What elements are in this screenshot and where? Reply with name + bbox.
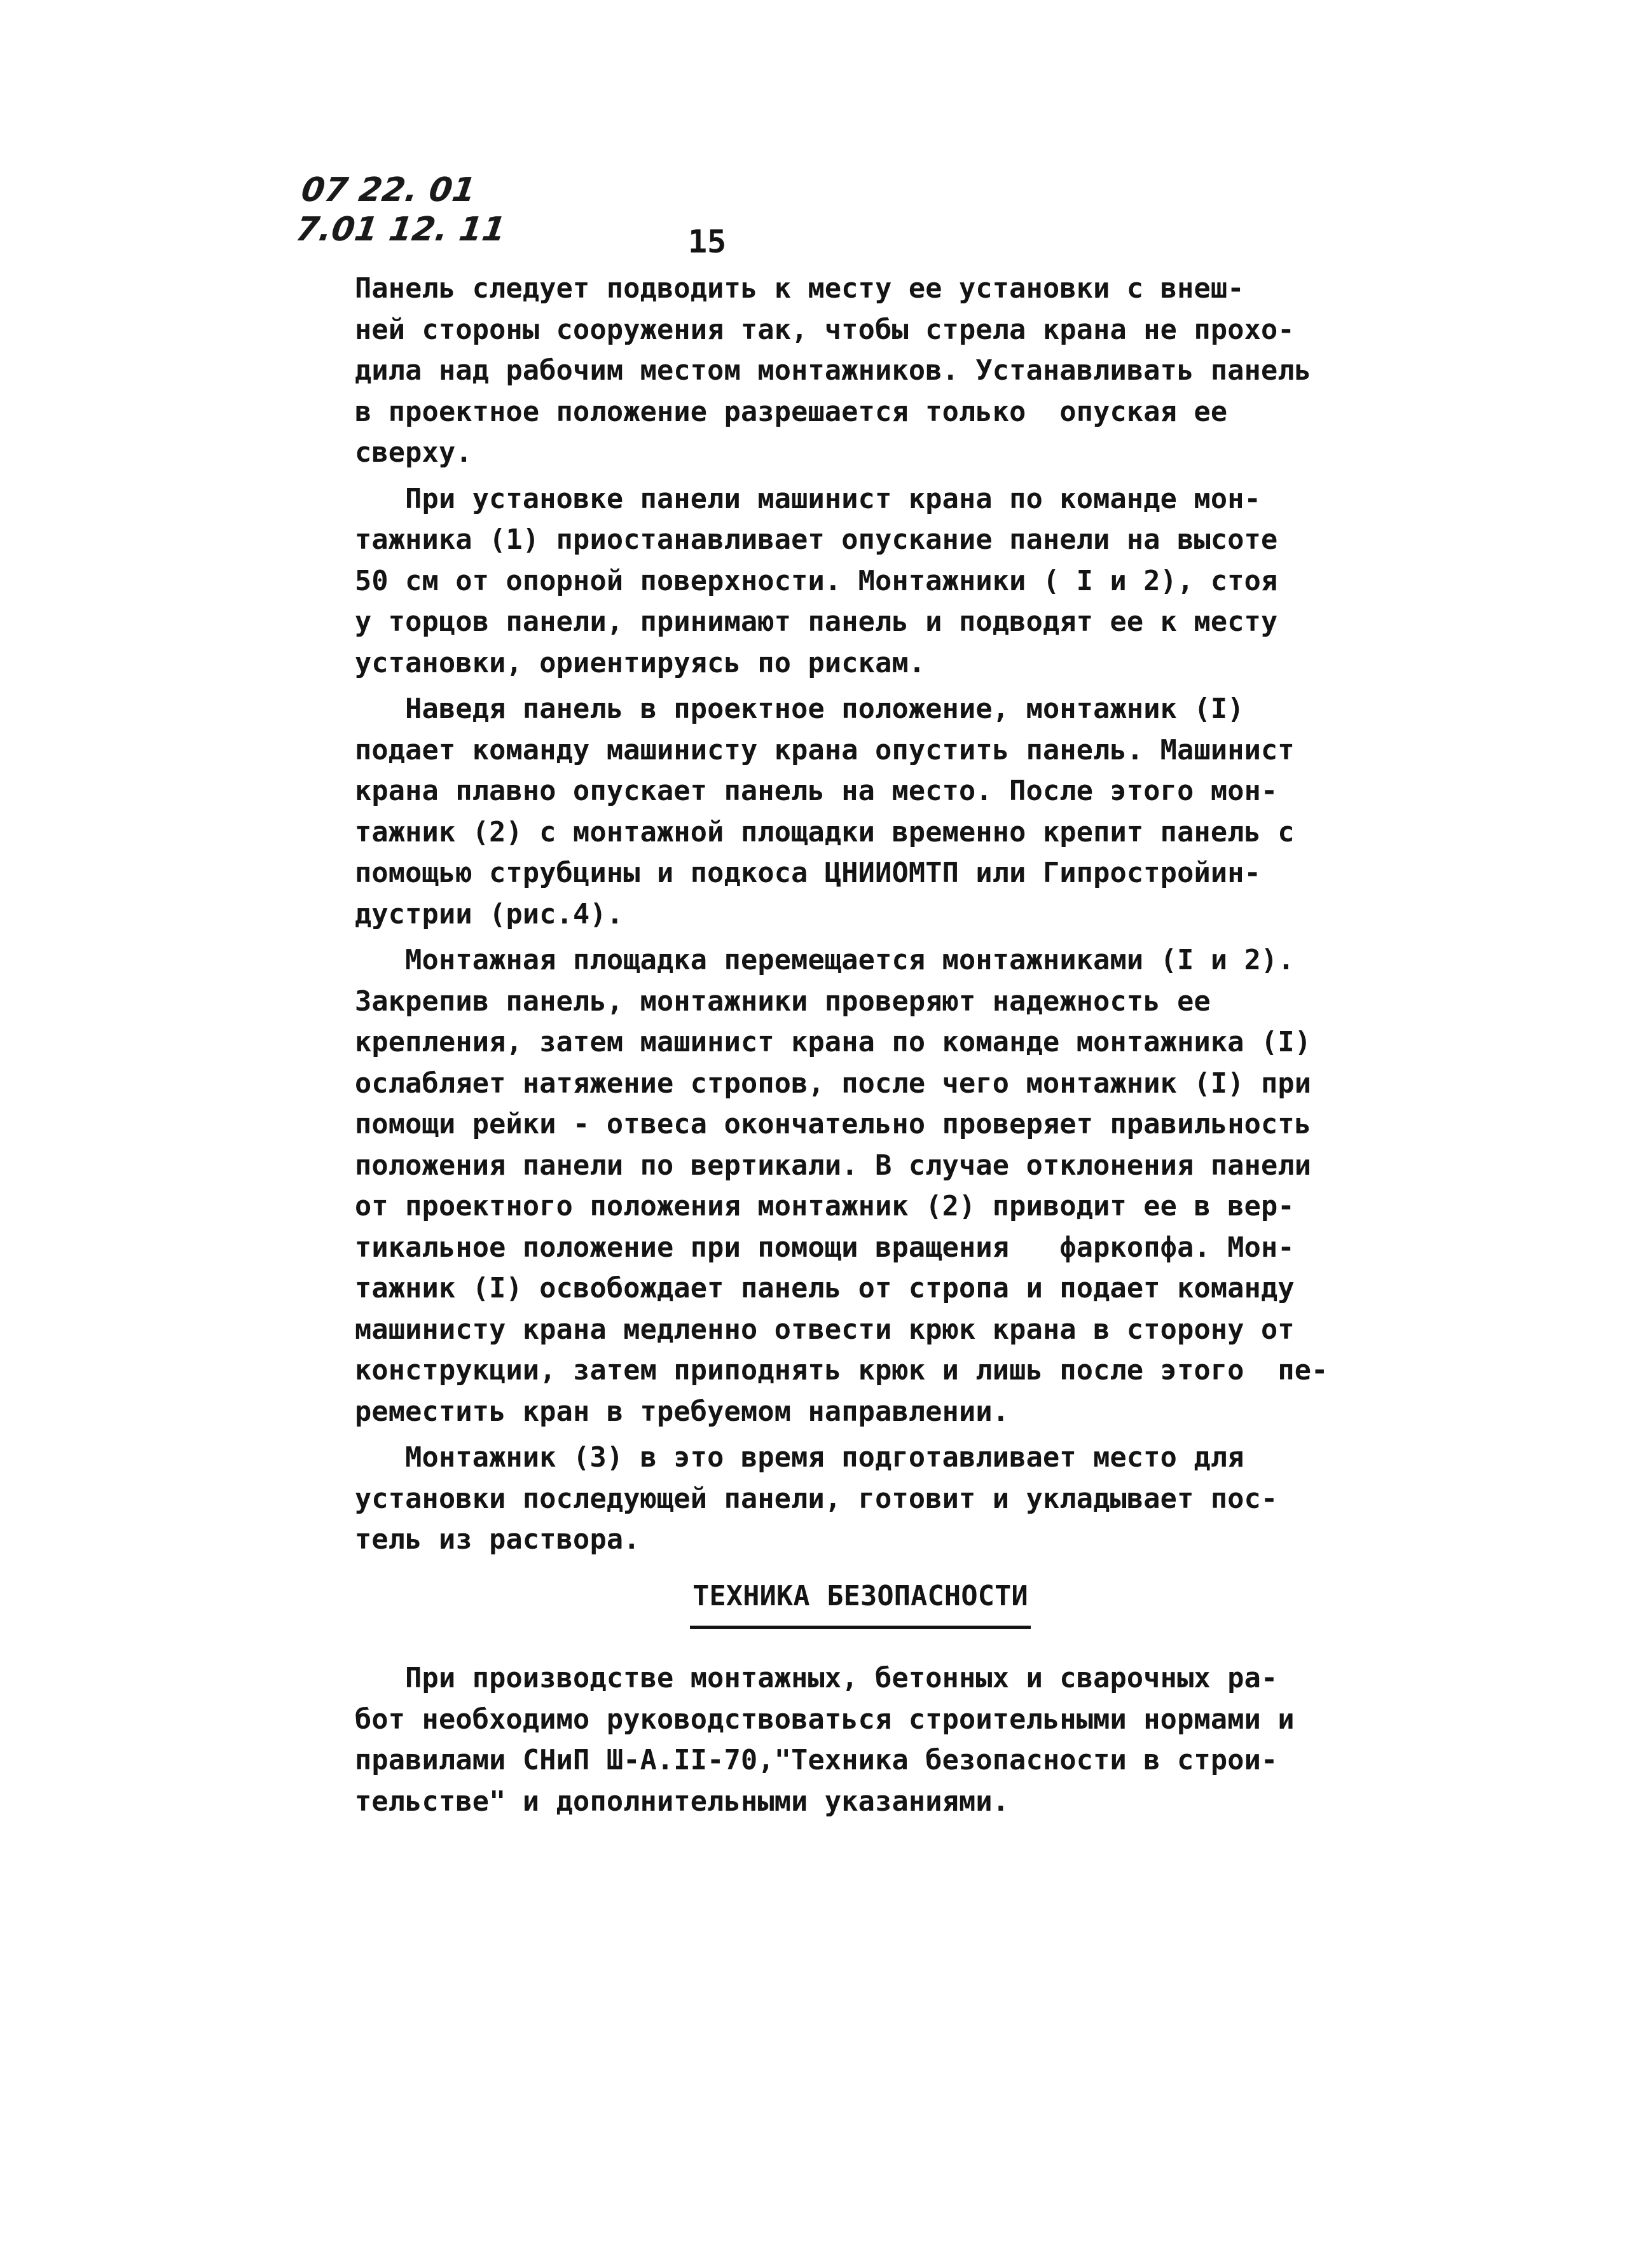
text-line: тажник (I) освобождает панель от стропа и подает команду <box>355 1273 1295 1304</box>
text-line: помощи рейки - отвеса окончательно проверяет правильность <box>355 1109 1312 1140</box>
text-line: тажник (2) с монтажной площадки временно крепит панель с <box>355 816 1295 848</box>
handwritten-code-1: 07 22. 01 <box>299 171 478 209</box>
section-title-safety <box>355 1576 1347 1629</box>
text-line: тикальное положение при помощи вращения фаркопфа. Мон- <box>355 1231 1295 1264</box>
text-line: При производстве монтажных, бетонных и сварочных ра- <box>355 1663 1278 1694</box>
text-line: у торцов панели, принимают панель и подводят ее к месту <box>355 606 1278 638</box>
paragraph-panel-installation <box>355 479 1347 684</box>
paragraph-safety-rules <box>355 1658 1347 1822</box>
text-line: Закрепив панель, монтажники проверяют надежность ее <box>355 985 1211 1018</box>
page-number: 15 <box>688 223 727 260</box>
text-line: установки, ориентируясь по рискам. <box>355 647 926 679</box>
text-line: крепления, затем машинист крана по команде монтажника (I) <box>355 1027 1312 1058</box>
text-line: крана плавно опускает панель на место. После этого мон- <box>355 775 1278 807</box>
text-line: положения панели по вертикали. В случае отклонения панели <box>355 1149 1312 1182</box>
handwritten-codes <box>293 170 513 249</box>
text-line: тажника (1) приостанавливает опускание панели на высоте <box>355 524 1278 556</box>
text-line: подает команду машинисту крана опустить панель. Машинист <box>355 734 1295 766</box>
text-line: правилами СНиП Ш-А.II-70,"Техника безопасности в строи- <box>355 1745 1278 1776</box>
paragraph-panel-approach <box>355 268 1347 474</box>
text-line: тель из раствора. <box>355 1524 640 1556</box>
paragraph-next-panel-prep <box>355 1437 1347 1561</box>
text-line: Монтажник (3) в это время подготавливает место для <box>355 1442 1244 1474</box>
text-line: 50 см от опорной поверхности. Монтажники ( I и 2), стоя <box>355 565 1278 597</box>
text-line: Монтажная площадка перемещается монтажниками (I и 2). <box>355 944 1295 976</box>
section-title-text: ТЕХНИКА БЕЗОПАСНОСТИ <box>690 1576 1031 1629</box>
document-body <box>355 268 1347 1822</box>
text-line: в проектное положение разрешается только опуская ее <box>355 396 1228 428</box>
paragraph-platform-and-alignment <box>355 940 1347 1432</box>
text-line: бот необходимо руководствоваться строительными нормами и <box>355 1703 1295 1736</box>
text-line: установки последующей панели, готовит и укладывает пос- <box>355 1483 1278 1515</box>
text-line: машинисту крана медленно отвести крюк крана в сторону от <box>355 1313 1295 1346</box>
text-line: дустрии (рис.4). <box>355 898 624 930</box>
text-line: ослабляет натяжение стропов, после чего монтажник (I) при <box>355 1067 1312 1100</box>
text-line: сверху. <box>355 437 472 469</box>
text-line: Наведя панель в проектное положение, монтажник (I) <box>355 693 1244 725</box>
text-line: Панель следует подводить к месту ее установки с внеш- <box>355 273 1244 305</box>
text-line: от проектного положения монтажник (2) приводит ее в вер- <box>355 1191 1295 1222</box>
text-line: реместить кран в требуемом направлении. <box>355 1395 1010 1428</box>
paragraph-panel-lowering <box>355 689 1347 935</box>
text-line: помощью струбцины и подкоса ЦНИИОМТП или Гипростройин- <box>355 857 1262 889</box>
handwritten-code-2: 7.01 12. 11 <box>293 211 508 249</box>
text-line: При установке панели машинист крана по команде мон- <box>355 483 1262 515</box>
text-line: дила над рабочим местом монтажников. Устанавливать панель <box>355 355 1312 387</box>
text-line: конструкции, затем приподнять крюк и лишь после этого пе- <box>355 1355 1328 1386</box>
text-line: тельстве" и дополнительными указаниями. <box>355 1785 1010 1818</box>
text-line: ней стороны сооружения так, чтобы стрела крана не прохо- <box>355 314 1295 346</box>
